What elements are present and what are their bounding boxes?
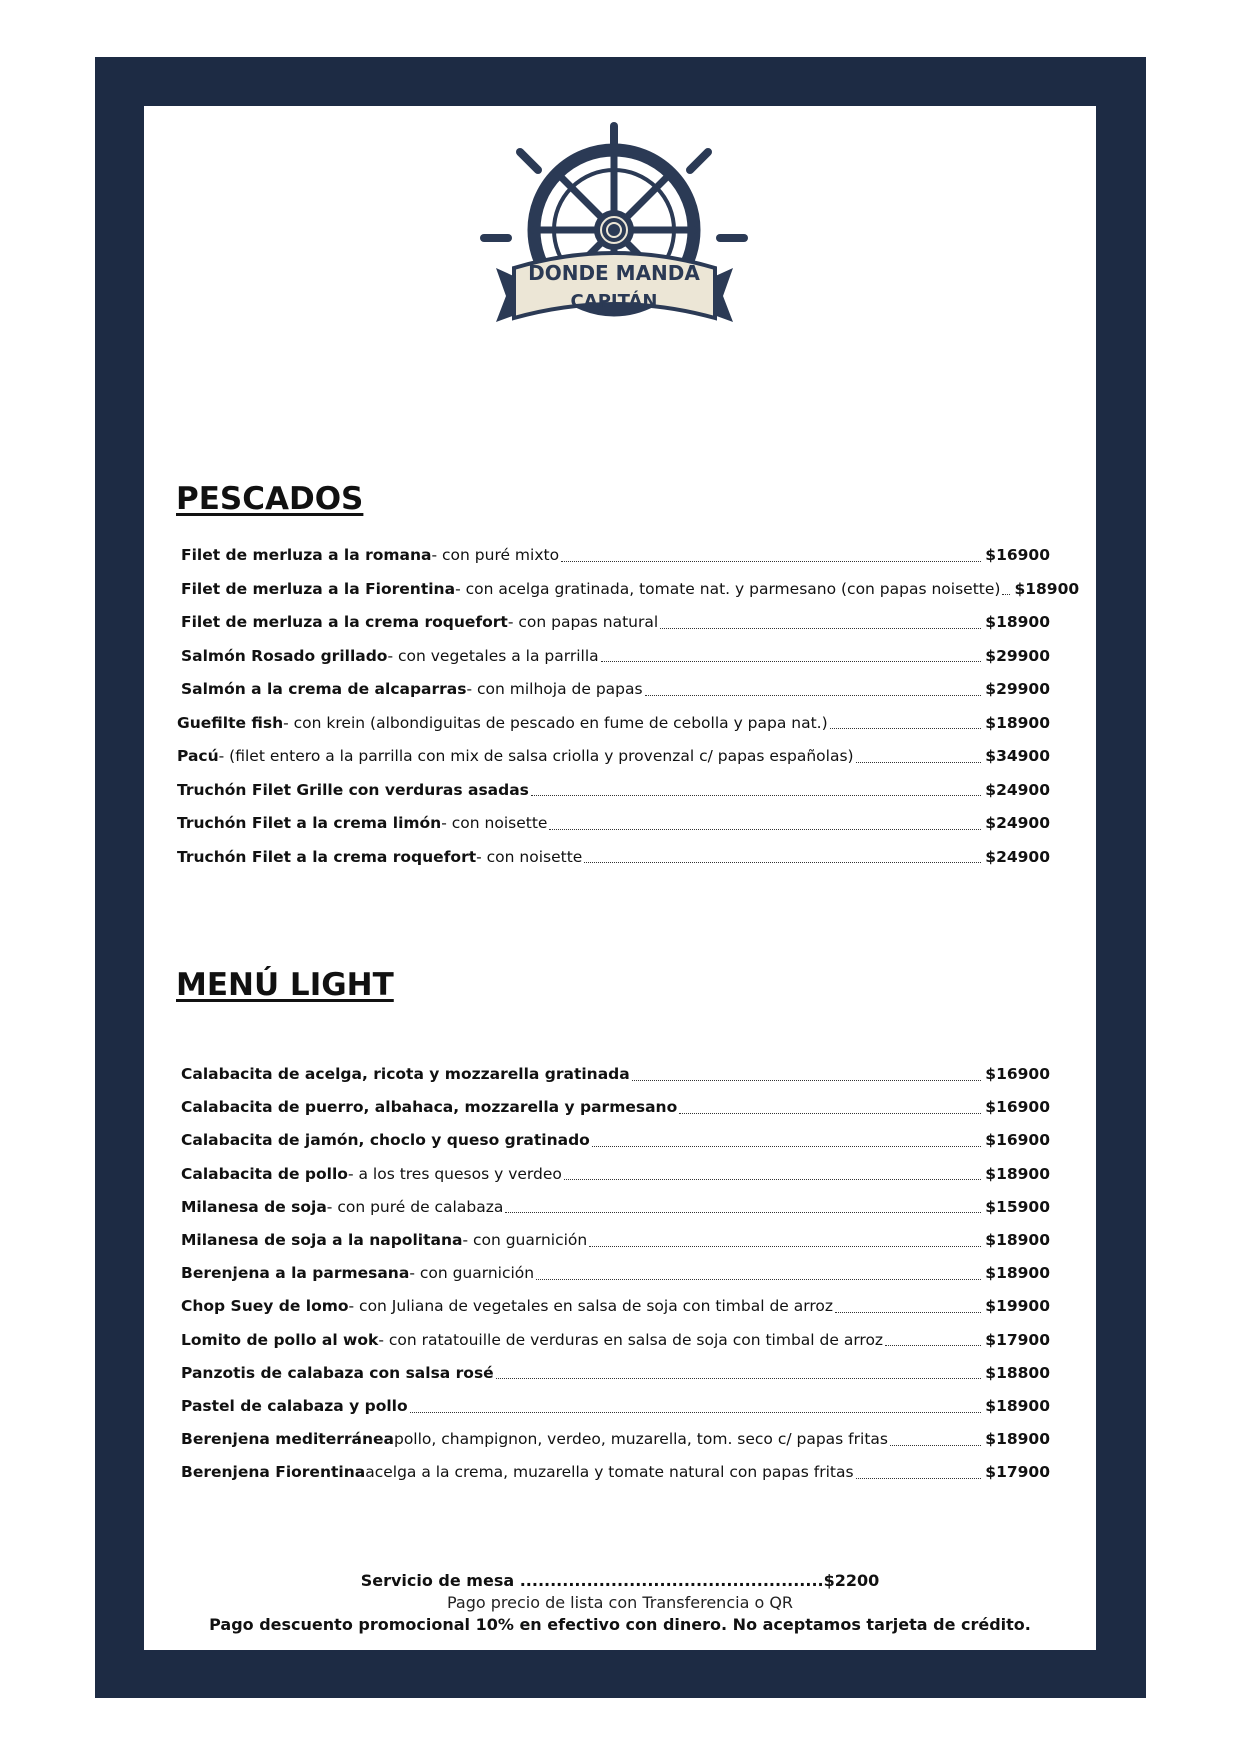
menu-item: [181, 1461, 1050, 1483]
payment-list-note: Pago precio de lista con Transferencia o QR: [446, 1593, 794, 1612]
menu-item: [181, 611, 1050, 633]
menu-item-name: Lomito de pollo al wok: [181, 1330, 379, 1349]
menu-item-name: Pacú: [177, 747, 219, 765]
menu-item-price: $16900: [985, 546, 1050, 564]
dotted-leader: [592, 1146, 981, 1147]
menu-item: [181, 1428, 1050, 1450]
menu-item: [181, 544, 1050, 566]
menu-item: [181, 1329, 1050, 1351]
menu-item-name: Guefilte fish: [177, 713, 284, 732]
service-charge-label: Servicio de mesa: [360, 1571, 520, 1590]
dotted-leader: [632, 1080, 982, 1081]
menu-item-description: acelga a la crema, muzarella y tomate natural con papas fritas: [365, 1463, 854, 1482]
dotted-leader: [601, 661, 982, 662]
menu-item-description: - con krein (albondiguitas de pescado en fume de cebolla y papa nat.): [283, 713, 828, 732]
menu-item-price: $18900: [985, 613, 1050, 631]
menu-item-name: Milanesa de soja: [181, 1197, 327, 1216]
menu-item-price: $18900: [985, 1164, 1050, 1183]
service-charge-price: $2200: [823, 1571, 880, 1590]
payment-cash-note: Pago descuento promocional 10% en efectivo con dinero. No aceptamos tarjeta de crédito.: [209, 1615, 1031, 1634]
menu-item-price: $18800: [985, 1363, 1050, 1382]
menu-item-name: Berenjena a la parmesana: [181, 1264, 410, 1283]
menu-item: [181, 578, 1080, 600]
menu-item-price: $18900: [1014, 579, 1080, 598]
menu-item-name: Milanesa de soja a la napolitana: [181, 1231, 463, 1249]
menu-item-description: - con noisette: [441, 814, 548, 832]
dotted-leader: [564, 1179, 981, 1180]
menu-item-description: - con vegetales a la parrilla: [387, 646, 599, 665]
menu-item-name: Truchón Filet a la crema limón: [177, 814, 442, 832]
dotted-leader: [536, 1279, 981, 1280]
menu-item: [177, 812, 1050, 834]
menu-item-price: $19900: [985, 1297, 1050, 1316]
menu-item-price: $29900: [985, 680, 1050, 698]
menu-item-description: - con noisette: [476, 847, 583, 866]
menu-item-name: Salmón Rosado grillado: [181, 646, 388, 665]
menu-item-price: $17900: [985, 1463, 1050, 1482]
menu-item-name: Filet de merluza a la romana: [181, 546, 432, 564]
dotted-leader: [589, 1246, 981, 1247]
menu-item-description: - con milhoja de papas: [466, 680, 643, 698]
menu-item-name: Panzotis de calabaza con salsa rosé: [181, 1363, 494, 1382]
menu-item: [181, 1096, 1050, 1118]
menu-item-price: $18900: [985, 1397, 1050, 1415]
ship-wheel-logo: [478, 118, 751, 340]
menu-item-name: Truchón Filet a la crema roquefort: [177, 847, 477, 866]
menu-item-description: - con guarnición: [462, 1231, 588, 1249]
menu-item-description: pollo, champignon, verdeo, muzarella, tom. seco c/ papas fritas: [393, 1430, 888, 1449]
service-charge-line: [144, 1571, 1096, 1590]
menu-item-price: $18900: [985, 1264, 1050, 1283]
dotted-leader: [505, 1212, 981, 1213]
dotted-leader: [856, 762, 982, 763]
menu-item: [181, 1395, 1050, 1417]
menu-item: [177, 712, 1050, 734]
menu-item-price: $18900: [985, 713, 1050, 732]
menu-item-price: $16900: [985, 1131, 1050, 1150]
dotted-leader: [584, 862, 981, 863]
menu-item-name: Filet de merluza a la crema roquefort: [181, 613, 508, 631]
logo-line-2: CAPITÁN: [570, 291, 658, 312]
menu-item-price: $15900: [985, 1197, 1050, 1216]
menu-item-price: $29900: [985, 646, 1050, 665]
menu-item: [181, 1229, 1050, 1251]
menu-item: [181, 1163, 1050, 1185]
menu-item: [177, 846, 1050, 868]
menu-item-name: Calabacita de puerro, albahaca, mozzarella y parmesano: [181, 1098, 678, 1117]
menu-item: [177, 779, 1050, 801]
menu-item-name: Truchón Filet Grille con verduras asadas: [177, 780, 529, 799]
menu-item-name: Calabacita de pollo: [181, 1164, 348, 1183]
menu-item-description: - con acelga gratinada, tomate nat. y parmesano (con papas noisette): [455, 579, 1001, 598]
menu-item: [181, 678, 1050, 700]
menu-item-description: - con guarnición: [409, 1264, 535, 1283]
menu-item-description: - a los tres quesos y verdeo: [347, 1164, 562, 1183]
menu-item-price: $16900: [985, 1098, 1050, 1117]
menu-item-price: $18900: [985, 1430, 1050, 1449]
menu-item: [181, 645, 1050, 667]
dotted-leader: [885, 1345, 981, 1346]
section-title-pescados: PESCADOS: [176, 481, 364, 517]
menu-item-description: - (filet entero a la parrilla con mix de salsa criolla y provenzal c/ papas españolas): [218, 747, 854, 765]
dotted-leader: [1002, 594, 1010, 595]
menu-item-description: - con puré de calabaza: [326, 1197, 504, 1216]
menu-item-price: $18900: [985, 1231, 1050, 1249]
dotted-leader: [549, 829, 981, 830]
menu-item-description: - con Juliana de vegetales en salsa de soja con timbal de arroz: [348, 1297, 833, 1316]
dotted-leader: [660, 628, 981, 629]
menu-item: [181, 1196, 1050, 1218]
dotted-leader: [496, 1378, 982, 1379]
menu-item-name: Calabacita de acelga, ricota y mozzarella gratinada: [181, 1065, 630, 1083]
menu-item-name: Filet de merluza a la Fiorentina: [181, 579, 456, 598]
dotted-leader: [856, 1478, 982, 1479]
section-title-menu-light: MENÚ LIGHT: [176, 967, 394, 1003]
menu-item-price: $24900: [985, 814, 1050, 832]
menu-item-price: $24900: [985, 847, 1050, 866]
dotted-leader: [830, 728, 982, 729]
menu-item: [177, 745, 1050, 767]
logo-line-1: DONDE MANDA: [528, 261, 700, 285]
footer: [144, 1571, 1096, 1641]
menu-item-description: - con puré mixto: [431, 546, 560, 564]
menu-item: [181, 1262, 1050, 1284]
dotted-leader: [679, 1113, 981, 1114]
menu-item: [181, 1295, 1050, 1317]
dotted-leader: [531, 795, 981, 796]
menu-item-price: $16900: [985, 1065, 1050, 1083]
menu-item-name: Pastel de calabaza y pollo: [181, 1397, 408, 1415]
dotted-leader: [835, 1312, 981, 1313]
dotted-leader: [890, 1445, 981, 1446]
menu-item-name: Calabacita de jamón, choclo y queso gratinado: [181, 1131, 590, 1150]
menu-item-name: Chop Suey de lomo: [181, 1297, 349, 1316]
menu-item: [181, 1063, 1050, 1085]
menu-item-description: - con ratatouille de verduras en salsa de soja con timbal de arroz: [378, 1330, 884, 1349]
dotted-leader: [410, 1412, 982, 1413]
service-charge-leader: ..................................................: [519, 1571, 824, 1590]
menu-item-name: Salmón a la crema de alcaparras: [181, 680, 467, 698]
menu-item-name: Berenjena mediterránea: [181, 1430, 394, 1449]
dotted-leader: [561, 561, 981, 562]
menu-item-price: $24900: [985, 780, 1050, 799]
dotted-leader: [645, 695, 982, 696]
menu-item: [181, 1129, 1050, 1151]
menu-item-description: - con papas natural: [507, 613, 659, 631]
menu-item-price: $17900: [985, 1330, 1050, 1349]
menu-item-price: $34900: [985, 747, 1050, 765]
menu-item-name: Berenjena Fiorentina: [181, 1463, 366, 1482]
menu-item: [181, 1362, 1050, 1384]
